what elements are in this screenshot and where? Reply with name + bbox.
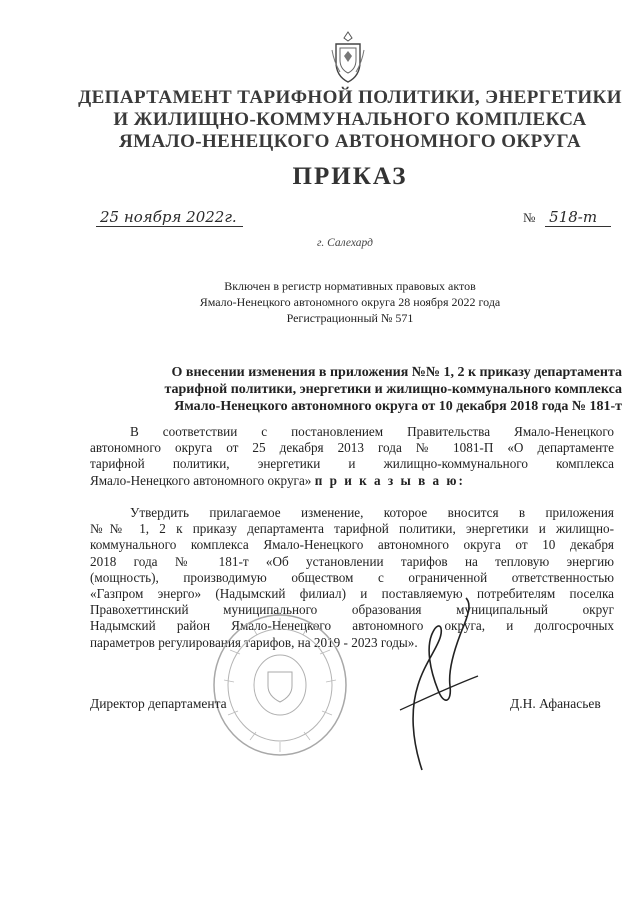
department-name-line-2: И ЖИЛИЩНО-КОММУНАЛЬНОГО КОМПЛЕКСА — [113, 109, 587, 130]
order-date: 25 ноября 2022г. — [96, 208, 243, 227]
subject-line-2: тарифной политики, энергетики и жилищно-коммунального комплекса — [164, 382, 622, 397]
preamble-paragraph — [90, 424, 614, 489]
registration-line-2: Ямало-Ненецкого автономного округа 28 ноября 2022 года — [199, 295, 501, 309]
paragraph-line: Надымский район Ямало-Ненецкого автономного округа, и долгосрочных — [90, 618, 614, 634]
paragraph-line: (мощность), производимую обществом с ограниченной ответственностью — [90, 569, 614, 585]
paragraph-line: В соответствии с постановлением Правительства Ямало-Ненецкого — [130, 424, 614, 439]
paragraph-line: параметров регулирования тарифов, на 2019 - 2023 годы». — [90, 634, 418, 650]
number-label: № — [523, 210, 536, 225]
official-seal-stamp — [210, 610, 350, 760]
order-subject — [92, 364, 622, 415]
preamble-tail: Ямало-Ненецкого автономного округа» — [90, 472, 315, 488]
registration-line-1: Включен в регистр нормативных правовых актов — [224, 279, 476, 293]
handwritten-signature — [392, 590, 482, 780]
registration-line-3: Регистрационный № 571 — [286, 311, 414, 325]
paragraph-line: №№ 1, 2 к приказу департамента тарифной политики, энергетики и жилищно- — [90, 521, 614, 537]
city-name: г. Салехард — [317, 237, 373, 249]
order-word: п р и к а з ы в а ю: — [314, 472, 465, 488]
signatory-name: Д.Н. Афанасьев — [510, 696, 601, 711]
subject-line-1: О внесении изменения в приложения №№ 1, 2 к приказу департамента — [171, 365, 622, 380]
paragraph-line: Правохеттинский муниципального образования муниципальный округ — [90, 602, 614, 618]
coat-of-arms-emblem — [330, 30, 366, 86]
order-number: 518-т — [545, 208, 611, 227]
paragraph-line: «Газпром энерго» (Надымский филиал) и поставляемую потребителям поселка — [90, 585, 614, 601]
subject-line-3: Ямало-Ненецкого автономного округа от 10 декабря 2018 года № 181-т — [174, 399, 622, 414]
document-type-title: ПРИКАЗ — [292, 163, 408, 190]
department-name-line-3: ЯМАЛО-НЕНЕЦКОГО АВТОНОМНОГО ОКРУГА — [118, 131, 582, 152]
paragraph-line: Утвердить прилагаемое изменение, которое вносится в приложения — [130, 505, 614, 520]
paragraph-line — [90, 473, 614, 489]
department-name-line-1: ДЕПАРТАМЕНТ ТАРИФНОЙ ПОЛИТИКИ, ЭНЕРГЕТИКИ — [78, 87, 622, 108]
operative-paragraph — [90, 505, 614, 651]
order-number-block — [523, 208, 611, 227]
paragraph-line: автономного округа от 25 декабря 2013 года № 1081-П «О департаменте — [90, 440, 614, 456]
signatory-position: Директор департамента — [90, 696, 227, 711]
paragraph-line: коммунального комплекса Ямало-Ненецкого автономного округа от 10 декабря — [90, 537, 614, 553]
paragraph-line: тарифной политики, энергетики и жилищно-коммунального комплекса — [90, 456, 614, 472]
paragraph-line: 2018 года № 181-т «Об установлении тарифов на тепловую энергию — [90, 553, 614, 569]
